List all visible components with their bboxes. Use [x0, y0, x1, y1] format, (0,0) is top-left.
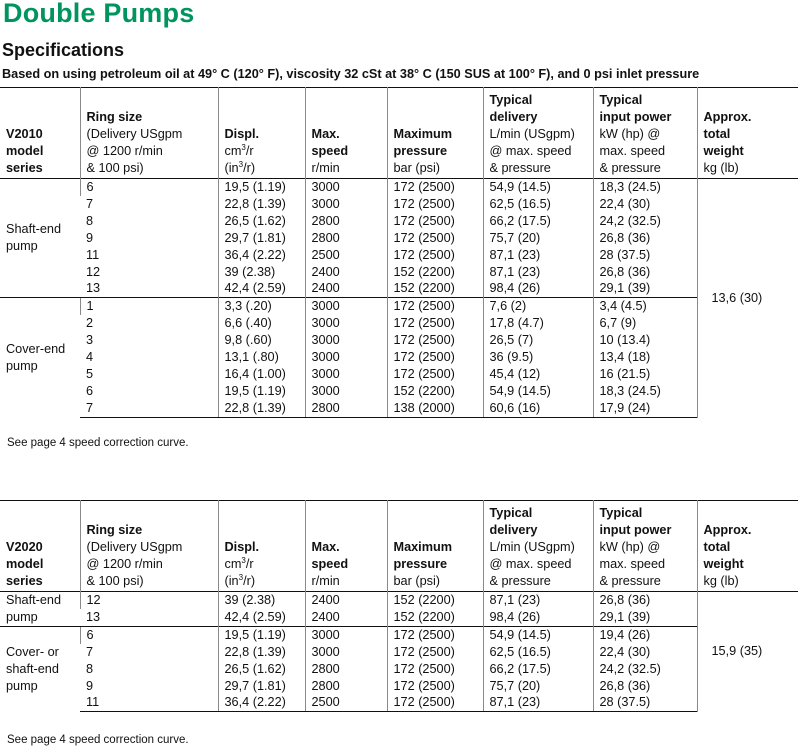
max-speed-cell: 3000	[305, 315, 387, 332]
section-heading: Specifications	[2, 40, 125, 60]
delivery-cell: 87,1 (23)	[483, 694, 593, 711]
delivery-cell: 98,4 (26)	[483, 280, 593, 297]
table-row	[0, 661, 798, 678]
max-pressure-cell: 172 (2500)	[387, 678, 483, 695]
pump-group-line: Shaft-end	[6, 222, 62, 237]
total-weight-unit: kg (lb)	[703, 161, 739, 176]
header-row	[0, 501, 798, 592]
max-pressure-cell: 152 (2200)	[387, 383, 483, 400]
total-weight-label: weight	[703, 144, 744, 159]
ring-size-subtext: @ 1200 r/min	[86, 144, 163, 159]
input-power-subtext: max. speed	[599, 557, 666, 572]
col-ring-size	[80, 88, 218, 179]
pump-group-line: Cover- or	[6, 644, 59, 659]
displ-cell: 42,4 (2.59)	[218, 280, 305, 297]
max-pressure-cell: 152 (2200)	[387, 264, 483, 281]
max-speed-cell: 3000	[305, 349, 387, 366]
typical-delivery-subtext: & pressure	[489, 574, 551, 589]
max-speed-unit: r/min	[311, 574, 340, 589]
max-pressure-cell: 152 (2200)	[387, 280, 483, 297]
input-power-cell: 22,4 (30)	[593, 644, 697, 661]
delivery-cell: 54,9 (14.5)	[483, 179, 593, 196]
delivery-cell: 26,5 (7)	[483, 332, 593, 349]
pump-group-line: pump	[6, 609, 38, 624]
pump-group-label	[0, 179, 80, 298]
input-power-cell: 26,8 (36)	[593, 678, 697, 695]
max-pressure-cell: 172 (2500)	[387, 315, 483, 332]
delivery-cell: 17,8 (4.7)	[483, 315, 593, 332]
table-row	[0, 247, 798, 264]
col-ring-size	[80, 501, 218, 592]
ring-size-cell: 11	[80, 694, 218, 711]
displ-unit-imperial-exponent: 3	[238, 572, 244, 582]
pump-group-line: pump	[6, 678, 38, 693]
typical-delivery-subtext: L/min (USgpm)	[489, 127, 575, 142]
table-row	[0, 349, 798, 366]
input-power-cell: 22,4 (30)	[593, 196, 697, 213]
delivery-cell: 54,9 (14.5)	[483, 626, 593, 643]
max-speed-cell: 3000	[305, 179, 387, 196]
input-power-cell: 29,1 (39)	[593, 280, 697, 297]
typical-delivery-label: Typical	[489, 93, 533, 108]
input-power-cell: 10 (13.4)	[593, 332, 697, 349]
input-power-subtext: & pressure	[599, 574, 661, 589]
input-power-cell: 26,8 (36)	[593, 264, 697, 281]
col-model-series	[0, 88, 80, 179]
displ-cell: 29,7 (1.81)	[218, 230, 305, 247]
delivery-cell: 87,1 (23)	[483, 247, 593, 264]
table-row	[0, 678, 798, 695]
displ-cell: 19,5 (1.19)	[218, 383, 305, 400]
input-power-cell: 18,3 (24.5)	[593, 179, 697, 196]
displ-unit-imperial: $(in^3/r)$	[224, 159, 256, 176]
typical-delivery-subtext: L/min (USgpm)	[489, 540, 575, 555]
delivery-cell: 62,5 (16.5)	[483, 196, 593, 213]
max-speed-cell: 2500	[305, 247, 387, 264]
ring-size-subtext: & 100 psi)	[86, 161, 144, 176]
pump-group-line: pump	[6, 239, 38, 254]
max-speed-cell: 2800	[305, 400, 387, 417]
total-weight-label: weight	[703, 557, 744, 572]
ring-size-cell: 9	[86, 678, 94, 693]
typical-delivery-label: Typical	[489, 506, 533, 521]
displ-cell: 26,5 (1.62)	[218, 661, 305, 678]
displ-cell: 22,8 (1.39)	[218, 644, 305, 661]
max-speed-cell: 2400	[305, 609, 387, 626]
displ-cell: 39 (2.38)	[218, 592, 305, 609]
max-pressure-cell: 172 (2500)	[387, 196, 483, 213]
input-power-cell: 28 (37.5)	[593, 694, 697, 711]
max-pressure-cell: 172 (2500)	[387, 179, 483, 196]
ring-size-cell: 13	[86, 609, 101, 624]
table-row	[0, 332, 798, 349]
model-series-label: series	[6, 574, 43, 589]
ring-size-cell: 11	[86, 247, 100, 262]
typical-delivery-label: delivery	[489, 523, 538, 538]
model-series-label: V2020	[6, 540, 43, 555]
input-power-label: input power	[599, 523, 672, 538]
spec-table-v2010	[0, 87, 798, 418]
displ-cell: 19,5 (1.19)	[218, 626, 305, 643]
table-row	[0, 230, 798, 247]
ring-size-cell: 9	[86, 230, 94, 245]
total-weight-label: Approx.	[703, 110, 752, 125]
max-speed-cell: 2800	[305, 230, 387, 247]
delivery-cell: 75,7 (20)	[483, 678, 593, 695]
input-power-label: Typical	[599, 506, 643, 521]
col-max-speed	[305, 88, 387, 179]
pump-group-label	[0, 298, 80, 417]
table-body	[0, 592, 798, 712]
table-header	[0, 501, 798, 592]
displ-unit-imperial-exponent: 3	[238, 159, 244, 169]
displ-unit-metric-exponent: 3	[241, 142, 246, 152]
input-power-cell: 6,7 (9)	[593, 315, 697, 332]
displ-label: Displ.	[224, 127, 260, 142]
displ-cell: 36,4 (2.22)	[218, 247, 305, 264]
input-power-subtext: kW (hp) @	[599, 540, 661, 555]
col-typical-delivery	[483, 88, 593, 179]
displ-unit-metric-exponent: 3	[241, 555, 246, 565]
ring-size-cell: 12	[86, 264, 101, 279]
table-row	[0, 626, 798, 643]
col-max-pressure	[387, 501, 483, 592]
pump-group-line: Shaft-end	[6, 593, 62, 607]
displ-cell: 22,8 (1.39)	[218, 400, 305, 417]
table-row	[0, 298, 798, 315]
delivery-cell: 60,6 (16)	[483, 400, 593, 417]
max-pressure-cell: 172 (2500)	[387, 298, 483, 315]
ring-size-cell: 1	[80, 298, 218, 315]
ring-size-label: Ring size	[86, 110, 143, 125]
delivery-cell: 66,2 (17.5)	[483, 661, 593, 678]
speed-correction-note: See page 4 speed correction curve.	[7, 734, 189, 746]
col-max-speed	[305, 501, 387, 592]
max-speed-cell: 2800	[305, 661, 387, 678]
table-row	[0, 592, 798, 609]
input-power-label: input power	[599, 110, 672, 125]
table-body	[0, 179, 798, 418]
model-series-label: V2010	[6, 127, 43, 142]
model-series-label: series	[6, 161, 43, 176]
ring-size-cell: 6	[80, 179, 218, 196]
max-speed-label: Max.	[311, 540, 340, 555]
displ-cell: 16,4 (1.00)	[218, 366, 305, 383]
max-speed-cell: 2400	[305, 592, 387, 609]
max-pressure-cell: 172 (2500)	[387, 247, 483, 264]
speed-correction-note: See page 4 speed correction curve.	[7, 437, 189, 449]
displ-cell: 26,5 (1.62)	[218, 213, 305, 230]
ring-size-cell: 7	[80, 400, 218, 417]
max-speed-cell: 2400	[305, 280, 387, 297]
delivery-cell: 36 (9.5)	[483, 349, 593, 366]
pump-group-label	[0, 626, 80, 712]
max-speed-label: Max.	[311, 127, 340, 142]
ring-size-cell: 8	[86, 661, 94, 676]
max-speed-cell: 3000	[305, 383, 387, 400]
table-row	[0, 644, 798, 661]
max-speed-cell: 3000	[305, 626, 387, 643]
input-power-cell: 24,2 (32.5)	[593, 213, 697, 230]
typical-delivery-label: delivery	[489, 110, 538, 125]
displ-unit-metric: $cm^3/r$	[224, 142, 254, 159]
displ-cell: 36,4 (2.22)	[218, 694, 305, 711]
displ-unit-metric: $cm^3/r$	[224, 555, 254, 572]
input-power-cell: 26,8 (36)	[593, 592, 697, 609]
model-series-label: model	[6, 557, 44, 572]
max-pressure-label: pressure	[393, 557, 448, 572]
input-power-cell: 18,3 (24.5)	[593, 383, 697, 400]
table-row	[0, 366, 798, 383]
displ-unit-imperial: $(in^3/r)$	[224, 572, 256, 589]
table-row	[0, 400, 798, 417]
col-model-series	[0, 501, 80, 592]
col-input-power	[593, 88, 697, 179]
input-power-cell: 29,1 (39)	[593, 609, 697, 626]
ring-size-cell: 8	[86, 213, 94, 228]
input-power-cell: 17,9 (24)	[593, 400, 697, 417]
ring-size-cell: 5	[86, 366, 94, 381]
max-speed-cell: 2400	[305, 264, 387, 281]
delivery-cell: 87,1 (23)	[483, 264, 593, 281]
pump-group-line: pump	[6, 358, 38, 373]
input-power-cell: 26,8 (36)	[593, 230, 697, 247]
max-pressure-label: pressure	[393, 144, 448, 159]
delivery-cell: 87,1 (23)	[483, 592, 593, 609]
input-power-cell: 24,2 (32.5)	[593, 661, 697, 678]
total-weight-label: Approx.	[703, 523, 752, 538]
max-speed-cell: 3000	[305, 644, 387, 661]
ring-size-cell: 13	[86, 281, 101, 296]
total-weight-label: total	[703, 127, 731, 142]
max-pressure-cell: 172 (2500)	[387, 230, 483, 247]
delivery-cell: 62,5 (16.5)	[483, 644, 593, 661]
max-pressure-cell: 172 (2500)	[387, 661, 483, 678]
table-row	[0, 383, 798, 400]
table-row	[0, 213, 798, 230]
max-speed-cell: 3000	[305, 298, 387, 315]
max-pressure-cell: 172 (2500)	[387, 332, 483, 349]
table-row	[0, 694, 798, 711]
max-speed-cell: 3000	[305, 366, 387, 383]
pump-group-label	[0, 592, 80, 627]
total-weight-cell: 13,6 (30)	[697, 179, 798, 418]
model-series-label: model	[6, 144, 44, 159]
max-pressure-label: Maximum	[393, 540, 453, 555]
input-power-subtext: & pressure	[599, 161, 661, 176]
input-power-cell: 3,4 (4.5)	[593, 298, 697, 315]
max-pressure-cell: 172 (2500)	[387, 626, 483, 643]
test-conditions-note: Based on using petroleum oil at 49° C (120° F), viscosity 32 cSt at 38° C (150 SUS at 100° F), and 0 psi inlet pressure	[2, 67, 700, 81]
max-speed-label: speed	[311, 557, 349, 572]
max-speed-cell: 2800	[305, 213, 387, 230]
displ-cell: 3,3 (.20)	[218, 298, 305, 315]
col-input-power	[593, 501, 697, 592]
ring-size-cell: 6	[80, 626, 218, 643]
max-pressure-cell: 172 (2500)	[387, 349, 483, 366]
header-row	[0, 88, 798, 179]
ring-size-cell: 3	[86, 333, 94, 348]
ring-size-cell: 2	[86, 316, 94, 331]
displ-cell: 39 (2.38)	[218, 264, 305, 281]
delivery-cell: 45,4 (12)	[483, 366, 593, 383]
ring-size-cell: 7	[86, 196, 94, 211]
input-power-subtext: max. speed	[599, 144, 666, 159]
input-power-cell: 16 (21.5)	[593, 366, 697, 383]
ring-size-subtext: (Delivery USgpm	[86, 127, 183, 142]
ring-size-label: Ring size	[86, 523, 143, 538]
input-power-subtext: kW (hp) @	[599, 127, 661, 142]
col-total-weight	[697, 501, 798, 592]
input-power-cell: 28 (37.5)	[593, 247, 697, 264]
max-pressure-cell: 152 (2200)	[387, 592, 483, 609]
max-pressure-cell: 152 (2200)	[387, 609, 483, 626]
max-pressure-unit: bar (psi)	[393, 161, 441, 176]
input-power-label: Typical	[599, 93, 643, 108]
col-displacement	[218, 501, 305, 592]
table-row	[0, 280, 798, 297]
table-row	[0, 196, 798, 213]
total-weight-cell: 15,9 (35)	[697, 592, 798, 712]
input-power-cell: 19,4 (26)	[593, 626, 697, 643]
displ-cell: 29,7 (1.81)	[218, 678, 305, 695]
max-speed-cell: 2800	[305, 678, 387, 695]
delivery-cell: 54,9 (14.5)	[483, 383, 593, 400]
max-pressure-unit: bar (psi)	[393, 574, 441, 589]
pump-group-line: shaft-end	[6, 661, 59, 676]
max-speed-unit: r/min	[311, 161, 340, 176]
max-pressure-cell: 172 (2500)	[387, 366, 483, 383]
displ-cell: 42,4 (2.59)	[218, 609, 305, 626]
typical-delivery-subtext: @ max. speed	[489, 557, 572, 572]
table-row	[0, 609, 798, 626]
max-speed-cell: 3000	[305, 196, 387, 213]
total-weight-label: total	[703, 540, 731, 555]
max-pressure-cell: 172 (2500)	[387, 213, 483, 230]
ring-size-cell: 12	[80, 592, 218, 609]
displ-cell: 9,8 (.60)	[218, 332, 305, 349]
displ-cell: 22,8 (1.39)	[218, 196, 305, 213]
max-speed-cell: 3000	[305, 332, 387, 349]
max-pressure-cell: 172 (2500)	[387, 644, 483, 661]
page-title: Double Pumps	[3, 0, 195, 28]
typical-delivery-subtext: @ max. speed	[489, 144, 572, 159]
table-row	[0, 264, 798, 281]
ring-size-cell: 4	[86, 350, 94, 365]
displ-cell: 19,5 (1.19)	[218, 179, 305, 196]
ring-size-subtext: @ 1200 r/min	[86, 557, 163, 572]
displ-cell: 13,1 (.80)	[218, 349, 305, 366]
delivery-cell: 7,6 (2)	[483, 298, 593, 315]
table-row	[0, 315, 798, 332]
displ-label: Displ.	[224, 540, 260, 555]
ring-size-cell: 7	[86, 644, 94, 659]
displ-cell: 6,6 (.40)	[218, 315, 305, 332]
col-total-weight	[697, 88, 798, 179]
delivery-cell: 66,2 (17.5)	[483, 213, 593, 230]
col-displacement	[218, 88, 305, 179]
max-pressure-label: Maximum	[393, 127, 453, 142]
delivery-cell: 98,4 (26)	[483, 609, 593, 626]
max-speed-cell: 2500	[305, 694, 387, 711]
col-typical-delivery	[483, 501, 593, 592]
ring-size-subtext: (Delivery USgpm	[86, 540, 183, 555]
total-weight-unit: kg (lb)	[703, 574, 739, 589]
max-pressure-cell: 138 (2000)	[387, 400, 483, 417]
spec-table-v2020	[0, 500, 798, 712]
col-max-pressure	[387, 88, 483, 179]
pump-group-line: Cover-end	[6, 341, 66, 356]
max-pressure-cell: 172 (2500)	[387, 694, 483, 711]
typical-delivery-subtext: & pressure	[489, 161, 551, 176]
input-power-cell: 13,4 (18)	[593, 349, 697, 366]
table-row	[0, 179, 798, 196]
ring-size-subtext: & 100 psi)	[86, 574, 144, 589]
table-header	[0, 88, 798, 179]
ring-size-cell: 6	[86, 383, 94, 398]
max-speed-label: speed	[311, 144, 349, 159]
delivery-cell: 75,7 (20)	[483, 230, 593, 247]
